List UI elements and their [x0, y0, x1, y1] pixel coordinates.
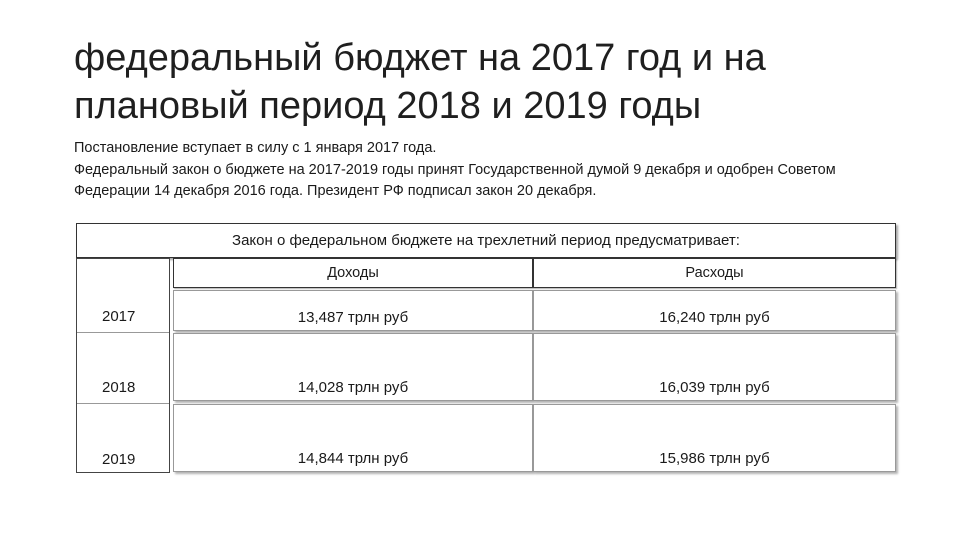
- cell-expense-2017: 16,240 трлн руб: [533, 290, 896, 331]
- title-line-2: плановый период 2018 и 2019 годы: [74, 85, 702, 127]
- row-year-2019: 2019: [102, 451, 136, 468]
- intro-paragraph-2: Федеральный закон о бюджете на 2017-2019 годы принят Государственной думой 9 декабря и одобрен Советом Федерации 14 декабря 2016 года. Президент РФ подписал закон 20 декабря.: [74, 161, 836, 199]
- year-column: [76, 258, 170, 473]
- title-line-1: федеральный бюджет на 2017 год и на: [74, 37, 766, 79]
- column-header-expense: Расходы: [533, 258, 896, 288]
- row-year-2018: 2018: [102, 379, 136, 396]
- page-title: [74, 34, 894, 130]
- cell-income-2019: 14,844 трлн руб: [173, 404, 533, 472]
- intro-paragraph-1: Постановление вступает в силу с 1 января 2017 года.: [74, 140, 437, 156]
- cell-income-2018: 14,028 трлн руб: [173, 333, 533, 401]
- cell-expense-2018: 16,039 трлн руб: [533, 333, 896, 401]
- row-year-2017: 2017: [102, 308, 136, 325]
- column-header-income: Доходы: [173, 258, 533, 288]
- row-divider: [77, 332, 169, 333]
- cell-expense-2019: 15,986 трлн руб: [533, 404, 896, 472]
- row-divider: [77, 403, 169, 404]
- cell-income-2017: 13,487 трлн руб: [173, 290, 533, 331]
- table-caption: Закон о федеральном бюджете на трехлетний период предусматривает:: [76, 223, 896, 258]
- intro-text: [74, 138, 914, 203]
